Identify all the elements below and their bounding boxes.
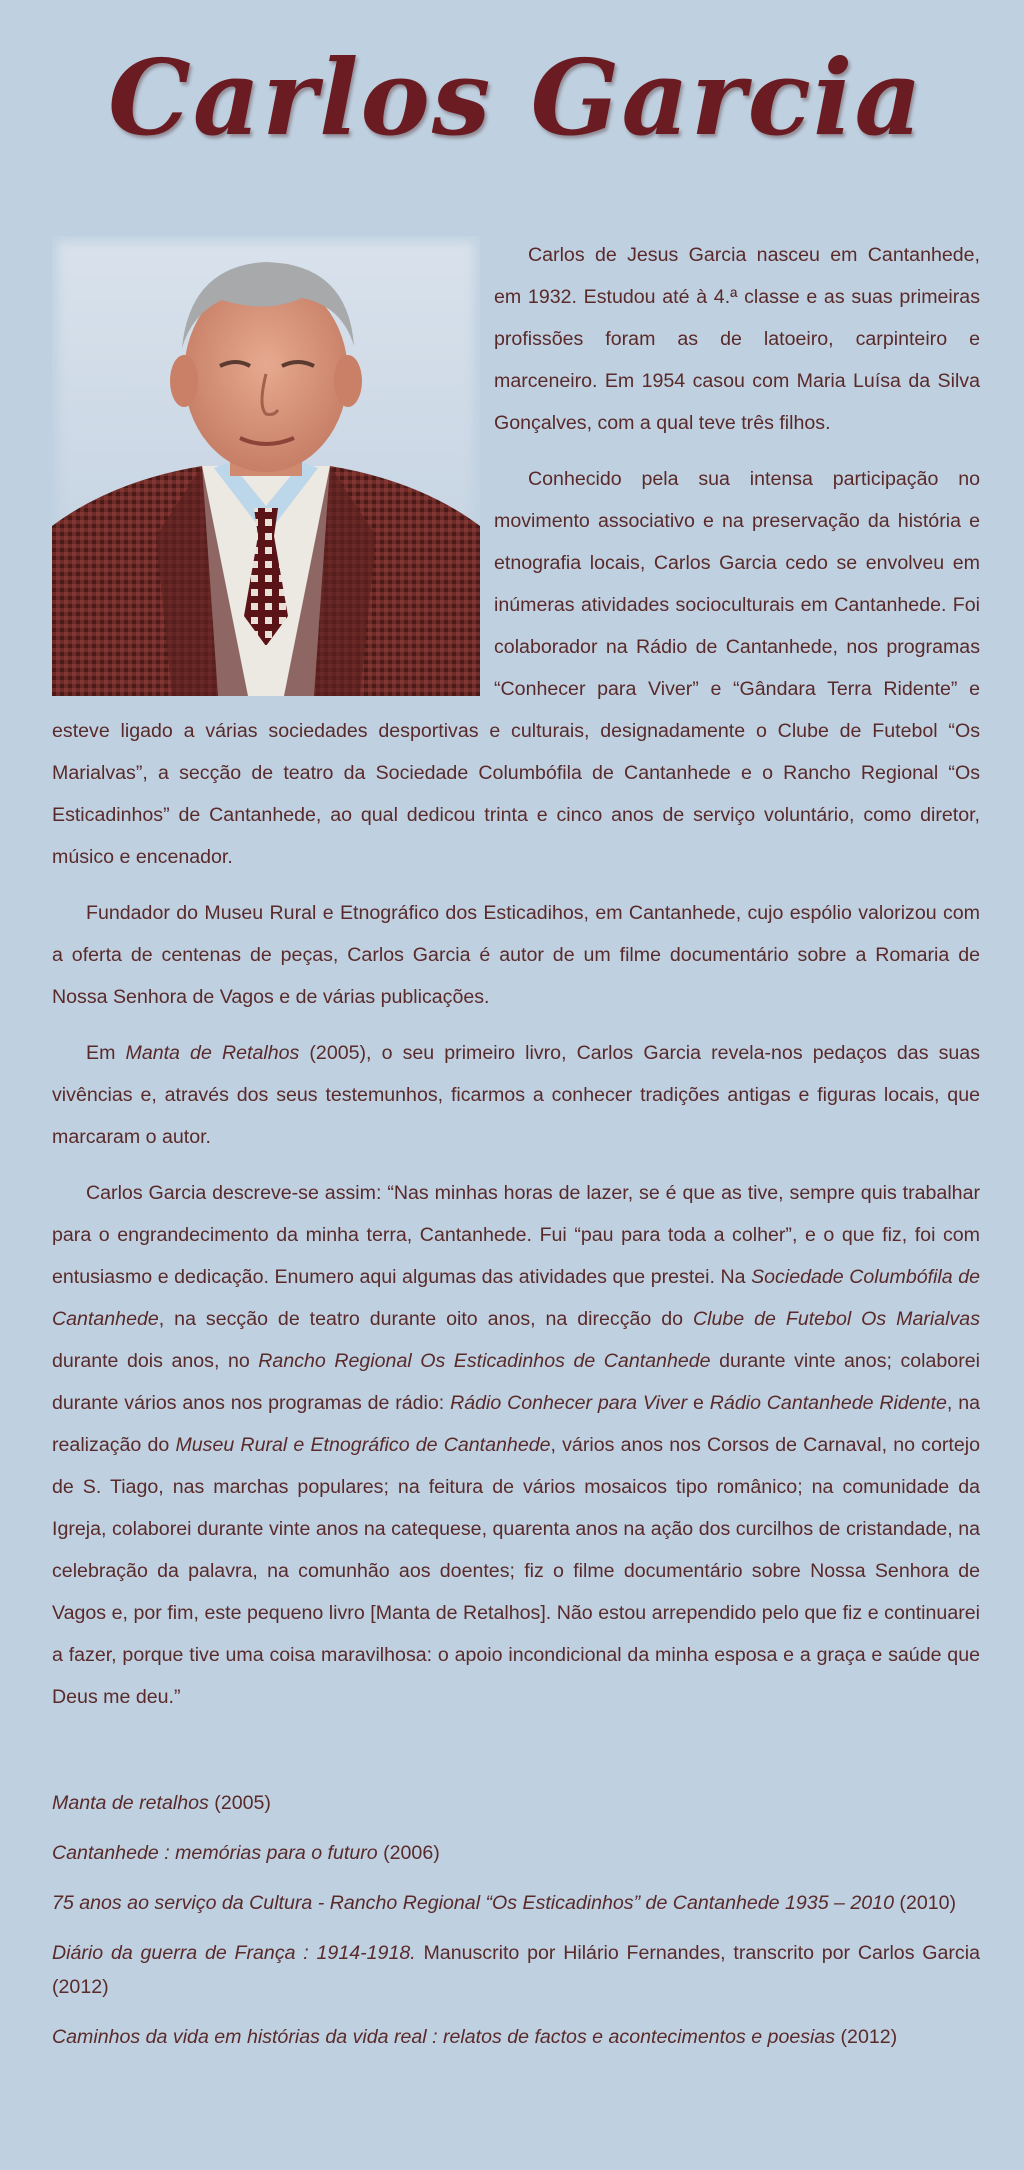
biography bbox=[52, 180, 980, 1718]
bio-paragraph-5: Carlos Garcia descreve-se assim: “Nas minhas horas de lazer, se é que as tive, sempre quis trabalhar para o engrandecimento da minha terra, Cantanhede. Fui “pau para toda a colher”, e o que fiz, foi com entusiasmo e dedicação. Enumero aqui algumas das atividades que prestei. Na Sociedade Columbófila de Cantanhede, na secção de teatro durante oito anos, na direcção do Clube de Futebol Os Marialvas durante dois anos, no Rancho Regional Os Esticadinhos de Cantanhede durante vinte anos; colaborei durante vários anos nos programas de rádio: Rádio Conhecer para Viver e Rádio Cantanhede Ridente, na realização do Museu Rural e Etnográfico de Cantanhede, vários anos nos Corsos de Carnaval, no cortejo de S. Tiago, nas marchas populares; na feitura de vários mosaicos tipo românico; na comunidade da Igreja, colaborei durante vinte anos na catequese, quarenta anos na ação dos curcilhos de cristandade, na celebração da palavra, na comunhão aos doentes; fiz o filme documentário sobre Nossa Senhora de Vagos e, por fim, este pequeno livro [Manta de Retalhos]. Não estou arrependido pelo que fiz e continuarei a fazer, porque tive uma coisa maravilhosa: o apoio incondicional da minha esposa e a graça e saúde que Deus me deu.” bbox=[52, 1182, 981, 1708]
bio-paragraph-1: Carlos de Jesus Garcia nasceu em Cantanhede, em 1932. Estudou até à 4.ª classe e as suas primeiras profissões foram as de latoeiro, carpinteiro e marceneiro. Em 1954 casou com Maria Luísa da Silva Gonçalves, com a qual teve três filhos. bbox=[494, 244, 980, 434]
page-title: Carlos Garcia bbox=[108, 36, 924, 159]
publication-item: Manta de retalhos (2005) bbox=[52, 1792, 271, 1814]
publication-item: Diário da guerra de França : 1914-1918. Manuscrito por Hilário Fernandes, transcrito por Carlos Garcia (2012) bbox=[52, 1942, 980, 1998]
publication-item: Caminhos da vida em histórias da vida real : relatos de factos e acontecimentos e poesias (2012) bbox=[52, 2026, 898, 2048]
publications-list bbox=[52, 1786, 980, 2054]
bio-paragraph-4: Em Manta de Retalhos (2005), o seu primeiro livro, Carlos Garcia revela-nos pedaços das suas vivências e, através dos seus testemunhos, ficarmos a conhecer tradições antigas e figuras locais, que marcaram o autor. bbox=[52, 1042, 980, 1148]
publication-item: 75 anos ao serviço da Cultura - Rancho Regional “Os Esticadinhos” de Cantanhede 1935 – 2010 (2010) bbox=[52, 1892, 957, 1914]
publication-item: Cantanhede : memórias para o futuro (2006) bbox=[52, 1842, 440, 1864]
bio-paragraph-2: Conhecido pela sua intensa participação no movimento associativo e na preservação da história e etnografia locais, Carlos Garcia cedo se envolveu em inúmeras atividades socioculturais em Cantanhede. Foi colaborador na Rádio de Cantanhede, nos programas “Conhecer para Viver” e “Gândara Terra Ridente” e esteve ligado a várias sociedades desportivas e culturais, designadamente o Clube de Futebol “Os Marialvas”, a secção de teatro da Sociedade Columbófila de Cantanhede e o Rancho Regional “Os Esticadinhos” de Cantanhede, ao qual dedicou trinta e cinco anos de serviço voluntário, como diretor, músico e encenador. bbox=[52, 468, 980, 868]
book-title: Manta de Retalhos bbox=[125, 1042, 300, 1064]
bio-paragraph-3: Fundador do Museu Rural e Etnográfico dos Esticadihos, em Cantanhede, cujo espólio valorizou com a oferta de centenas de peças, Carlos Garcia é autor de um filme documentário sobre a Romaria de Nossa Senhora de Vagos e de várias publicações. bbox=[52, 902, 980, 1008]
portrait-photo-icon bbox=[52, 236, 480, 696]
